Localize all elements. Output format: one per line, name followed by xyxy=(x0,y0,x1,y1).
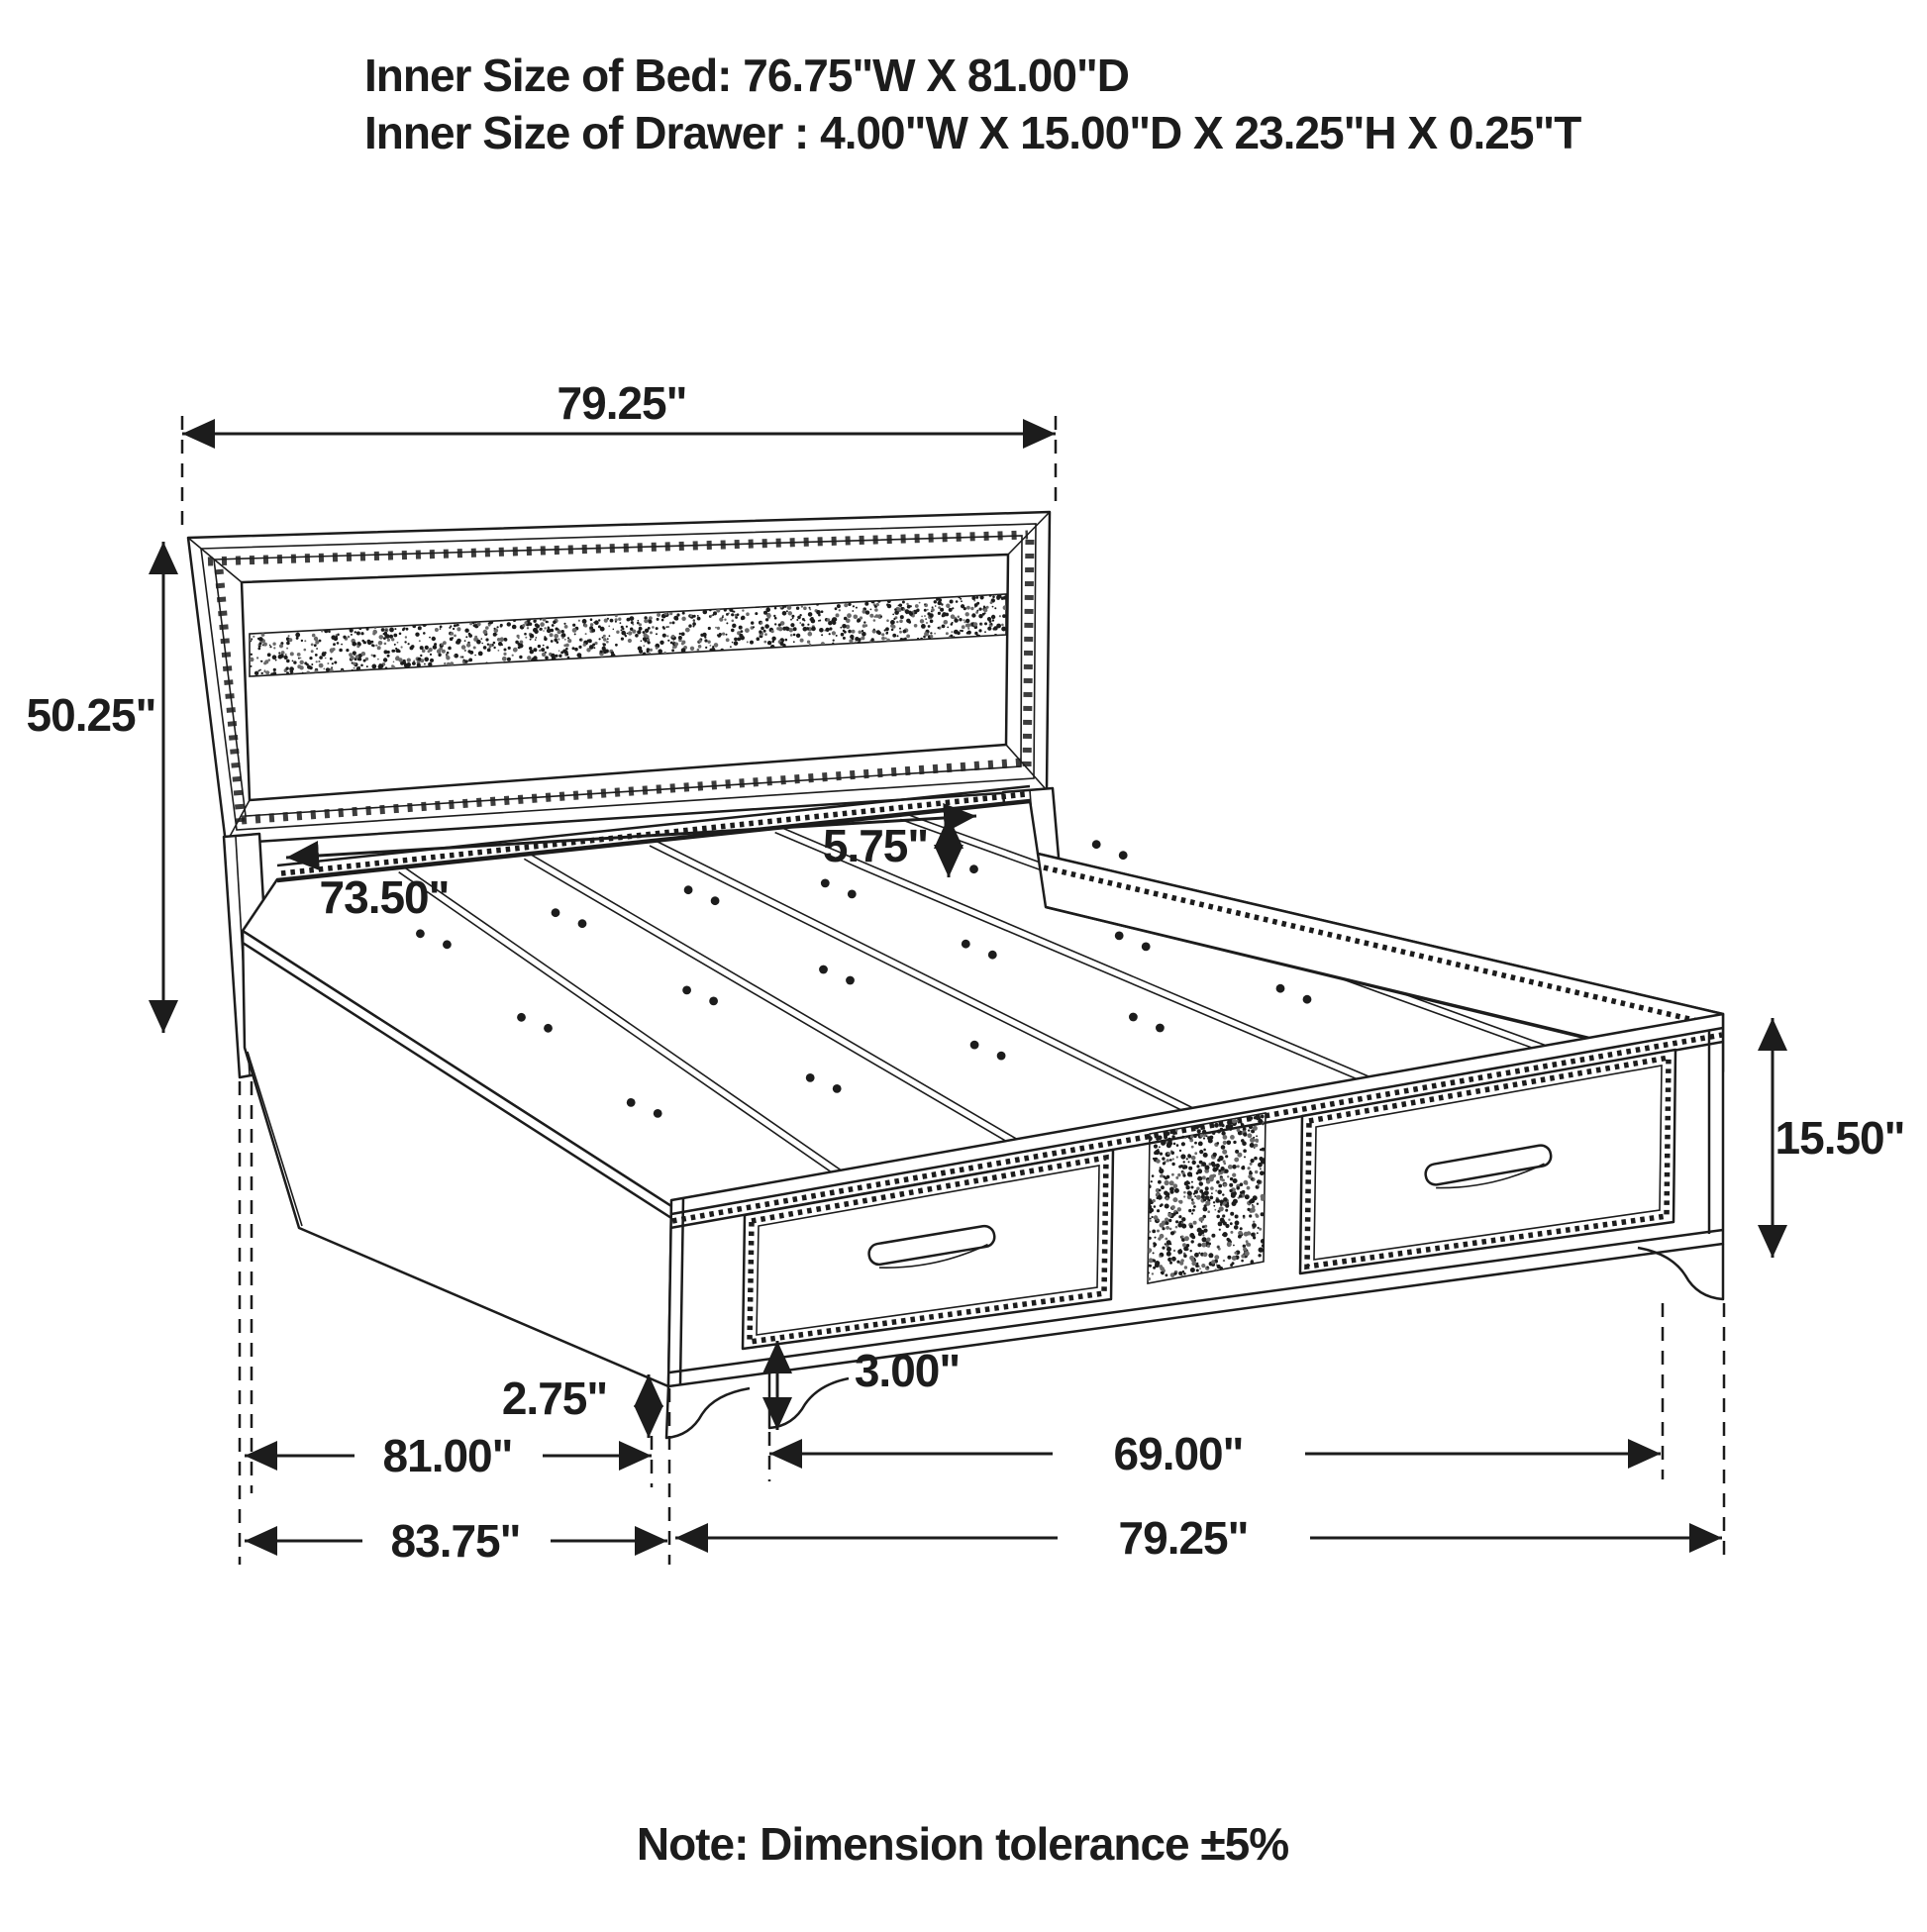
dim-label-headboard-height: 50.25" xyxy=(26,689,156,741)
dimension-headboard-width xyxy=(182,377,1056,535)
dim-label-side-rail-clearance: 2.75" xyxy=(501,1373,608,1424)
dim-label-rail-height: 5.75" xyxy=(822,820,929,871)
dimension-footboard-width xyxy=(675,1512,1722,1564)
dimension-side-rail-clearance xyxy=(502,1373,649,1438)
dimension-inner-length xyxy=(245,1430,652,1481)
dim-label-drawer-clearance: 3.00" xyxy=(854,1345,961,1396)
bracket-foot-front-left xyxy=(666,1386,750,1438)
title-line-2: Inner Size of Drawer : 4.00"W X 15.00"D X 23.25"H X 0.25"T xyxy=(364,107,1581,158)
dim-label-footboard-height: 15.50" xyxy=(1775,1112,1905,1164)
dim-label-overall-length: 83.75" xyxy=(390,1515,521,1567)
dim-label-inner-length: 81.00" xyxy=(382,1430,513,1481)
dim-label-inner-headboard-width: 73.50" xyxy=(319,871,450,923)
dimension-overall-length xyxy=(245,1515,667,1567)
bracket-foot-mid-left xyxy=(769,1373,849,1428)
dimension-footboard-height xyxy=(1773,1018,1904,1258)
dim-label-footboard-width: 79.25" xyxy=(1118,1512,1249,1564)
dimension-headboard-height xyxy=(27,542,163,1033)
dim-label-headboard-width: 79.25" xyxy=(557,377,687,429)
dim-label-drawer-front-span: 69.00" xyxy=(1113,1428,1244,1479)
title-line-1: Inner Size of Bed: 76.75"W X 81.00"D xyxy=(364,50,1129,101)
dimension-drawer-front-span xyxy=(769,1428,1661,1479)
tolerance-note: Note: Dimension tolerance ±5% xyxy=(636,1818,1289,1870)
